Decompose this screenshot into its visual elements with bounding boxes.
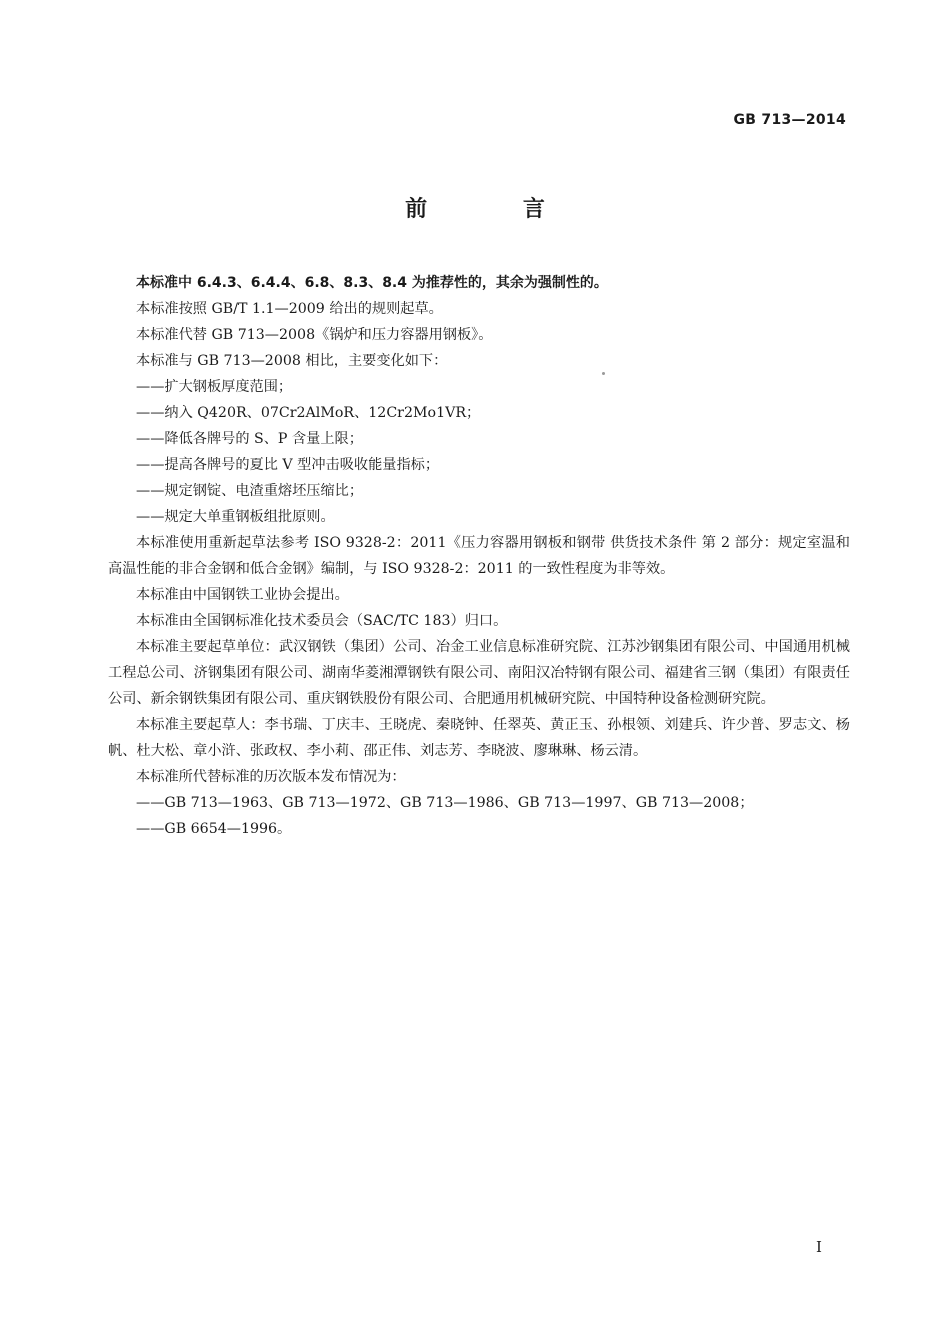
paragraph-replaces: 本标准代替 GB 713—2008《锅炉和压力容器用钢板》。 [136, 327, 493, 343]
paragraph-changes-intro: 本标准与 GB 713—2008 相比，主要变化如下： [136, 353, 448, 369]
change-item: ——规定钢锭、电渣重熔坯压缩比； [136, 483, 364, 499]
change-item: ——提高各牌号的夏比 V 型冲击吸收能量指标； [136, 457, 440, 473]
paragraph-centralized-by: 本标准由全国钢标准化技术委员会（SAC/TC 183）归口。 [136, 613, 508, 629]
page-title: 前 言 [405, 197, 589, 222]
paragraph-previous-editions-intro: 本标准所代替标准的历次版本发布情况为： [136, 769, 406, 785]
paragraph-drafting-units: 本标准主要起草单位：武汉钢铁（集团）公司、冶金工业信息标准研究院、江苏沙钢集团有限公司、中国通用机械工程总公司、济钢集团有限公司、湖南华菱湘潭钢铁有限公司、南阳汉冶特钢有限公司、福建省三钢（集团）有限责任公司、新余钢铁集团有限公司、重庆钢铁股份有限公司、合肥通用机械研究院、中国特种设备检测研究院。 [108, 639, 850, 707]
paragraph-drafters: 本标准主要起草人：李书瑞、丁庆丰、王晓虎、秦晓钟、任翠英、黄正玉、孙根领、刘建兵、许少普、罗志文、杨帆、杜大松、章小浒、张政权、李小莉、邵正伟、刘志芳、李晓波、廖琳琳、杨云清。 [108, 717, 850, 759]
scan-speck [602, 372, 605, 375]
paragraph-recommended-clauses: 本标准中 6.4.3、6.4.4、6.8、8.3、8.4 为推荐性的，其余为强制性的。 [136, 275, 608, 291]
paragraph-drafting-rules: 本标准按照 GB/T 1.1—2009 给出的规则起草。 [136, 301, 443, 317]
previous-edition-item: ——GB 713—1963、GB 713—1972、GB 713—1986、GB 713—1997、GB 713—2008； [136, 795, 754, 811]
standard-code: GB 713—2014 [733, 112, 846, 128]
change-item: ——降低各牌号的 S、P 含量上限； [136, 431, 363, 447]
foreword-body [108, 270, 850, 842]
paragraph-iso-reference: 本标准使用重新起草法参考 ISO 9328-2：2011《压力容器用钢板和钢带 供货技术条件 第 2 部分：规定室温和高温性能的非合金钢和低合金钢》编制，与 ISO 9328-2：2011 的一致性程度为非等效。 [108, 535, 850, 577]
change-item: ——规定大单重钢板组批原则。 [136, 509, 335, 525]
page-number: I [816, 1238, 822, 1256]
paragraph-proposed-by: 本标准由中国钢铁工业协会提出。 [136, 587, 349, 603]
previous-edition-item: ——GB 6654—1996。 [136, 821, 292, 837]
change-item: ——扩大钢板厚度范围； [136, 379, 293, 395]
change-item: ——纳入 Q420R、07Cr2AlMoR、12Cr2Mo1VR； [136, 405, 481, 421]
